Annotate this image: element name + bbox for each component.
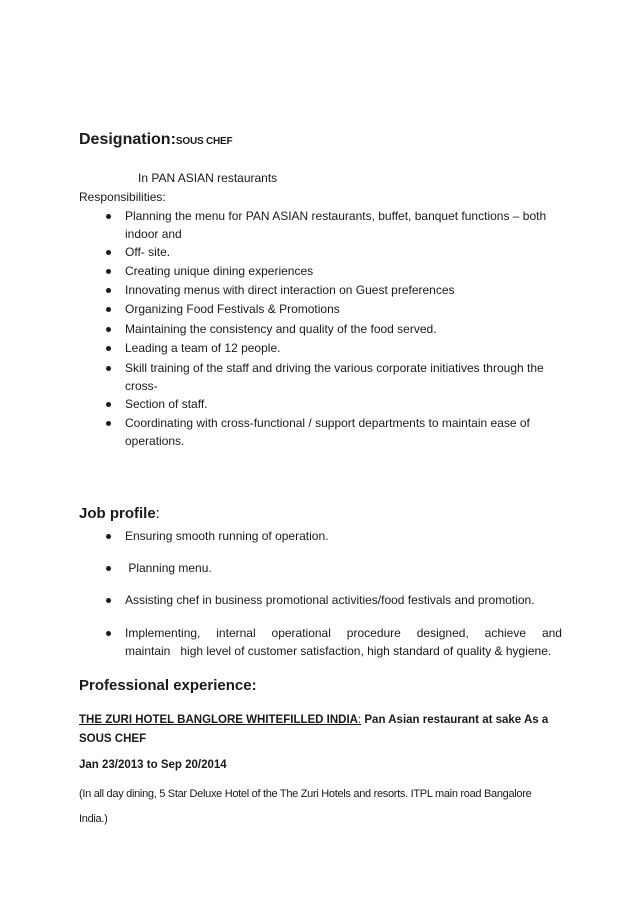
bullet-icon (106, 346, 111, 351)
bullet-icon (106, 402, 111, 407)
bullet-icon (106, 288, 111, 293)
bullet-icon (106, 327, 111, 332)
bullet-icon (106, 631, 111, 636)
bullet-icon (106, 366, 111, 371)
employer-name: THE ZURI HOTEL BANGLORE WHITEFILLED INDIA (79, 714, 358, 726)
resume-page: Designation:SOUS CHEF In PAN ASIAN restaurants Responsibilities: Planning the menu for PAN ASIAN restaurants, buffet, banquet functions – both indoor and Off- site. Creating unique dining experiences Innovating menus with direct interaction on Guest preferences Organizing Food Festivals & Promotions Maintaining the consistency and quality of the food served. Leading a team of 12 people. Skill training of the staff and driving the various corporate initiatives through the cross- Section of staff. Coordinating with cross-functional / support departments to maintain ease of operations. Job profile: Ensuring smooth running of operation. Planning menu. Assisting chef in business promotional activities/food festivals and promotion. Implementing, internal operational procedure designed, achieve and maintain high level of customer satisfaction, high standard of quality & hygiene. Professional experience: THE ZURI HOTEL BANGLORE WHITEFILLED INDIA: Pan Asian restaurant at sake As a SOUS CHEF Jan 23/2013 to Sep 20/2014 (In all day dining, 5 Star Deluxe Hotel of the The Zuri Hotels and resorts. ITPL main road Bangalore India.) (0, 0, 638, 902)
designation-value: SOUS CHEF (175, 136, 233, 147)
designation-subtitle: In PAN ASIAN restaurants (138, 171, 278, 185)
designation-heading (79, 131, 232, 149)
bullet-icon (106, 269, 111, 274)
bullet-icon (106, 598, 111, 603)
employer-role: Pan Asian restaurant at sake As a SOUS CHEF (79, 714, 549, 745)
employer-description: (In all day dining, 5 Star Deluxe Hotel of the The Zuri Hotels and resorts. ITPL main road Bangalore India.) (79, 788, 532, 825)
designation-label: Designation: (79, 131, 176, 148)
employer-line: THE ZURI HOTEL BANGLORE WHITEFILLED INDIA: Pan Asian restaurant at sake As a SOUS CHEF (79, 714, 549, 745)
professional-experience-heading: Professional experience: (79, 677, 257, 694)
bullet-icon (106, 534, 111, 539)
bullet-icon (106, 566, 111, 571)
bullet-icon (106, 421, 111, 426)
implementing-line: Implementing, internal operational procedure designed, achieve and (125, 626, 562, 640)
bullet-icon (106, 250, 111, 255)
bullet-icon (106, 214, 111, 219)
job-profile-heading: Job profile: (79, 505, 160, 522)
bullet-icon (106, 307, 111, 312)
employment-dates: Jan 23/2013 to Sep 20/2014 (79, 759, 227, 771)
responsibilities-label: Responsibilities: (79, 190, 166, 204)
